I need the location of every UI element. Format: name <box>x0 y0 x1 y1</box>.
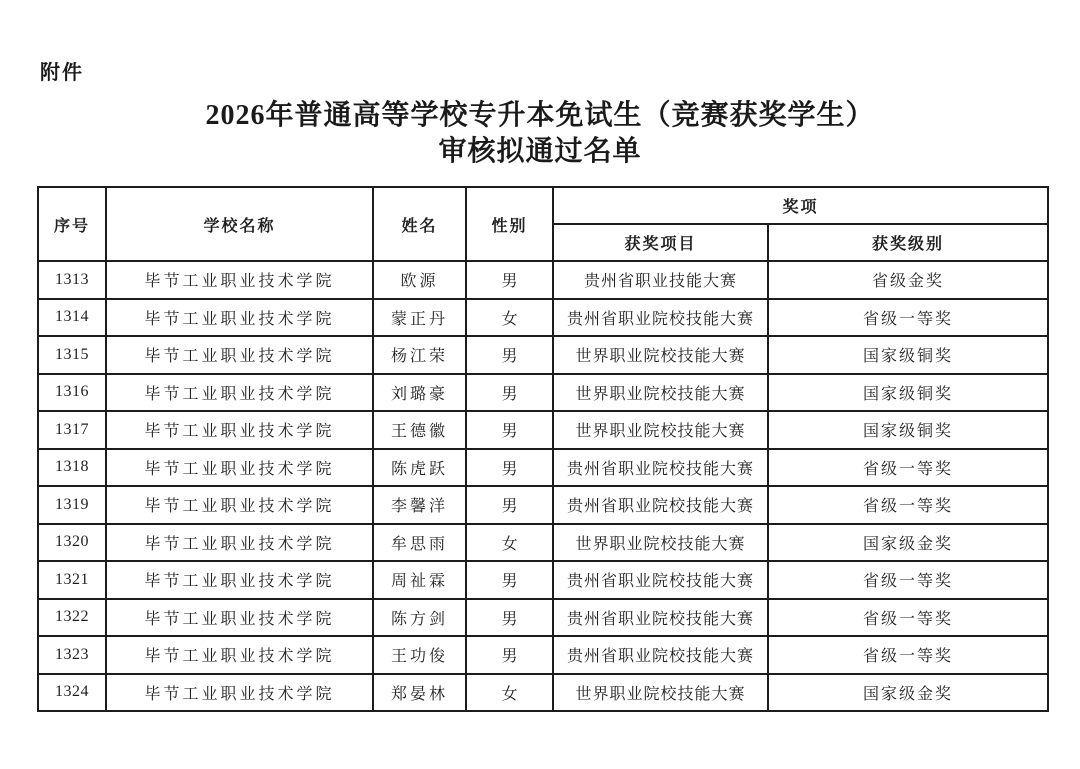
cell-student-name: 王功俊 <box>373 636 466 674</box>
header-gender: 性别 <box>466 187 553 261</box>
cell-student-name: 刘璐豪 <box>373 374 466 412</box>
cell-school-name: 毕节工业职业技术学院 <box>106 524 373 562</box>
cell-gender: 男 <box>466 449 553 487</box>
cell-award-project: 贵州省职业院校技能大赛 <box>553 599 768 637</box>
table-row <box>38 374 1048 412</box>
header-award-project: 获奖项目 <box>553 224 768 261</box>
cell-award-project: 贵州省职业技能大赛 <box>553 261 768 299</box>
cell-school-name: 毕节工业职业技术学院 <box>106 411 373 449</box>
cell-award-level: 国家级金奖 <box>768 524 1048 562</box>
cell-student-name: 李馨洋 <box>373 486 466 524</box>
cell-award-project: 世界职业院校技能大赛 <box>553 674 768 712</box>
cell-award-project: 贵州省职业院校技能大赛 <box>553 561 768 599</box>
cell-award-project: 世界职业院校技能大赛 <box>553 524 768 562</box>
table-row <box>38 336 1048 374</box>
document-title-line2: 审核拟通过名单 <box>438 136 642 167</box>
cell-award-level: 国家级金奖 <box>768 674 1048 712</box>
table-row <box>38 486 1048 524</box>
cell-student-name: 郑晏林 <box>373 674 466 712</box>
cell-school-name: 毕节工业职业技术学院 <box>106 599 373 637</box>
cell-gender: 女 <box>466 299 553 337</box>
cell-gender: 女 <box>466 674 553 712</box>
table-row <box>38 636 1048 674</box>
cell-award-project: 世界职业院校技能大赛 <box>553 411 768 449</box>
cell-student-name: 陈方剑 <box>373 599 466 637</box>
cell-index: 1313 <box>38 261 106 299</box>
cell-award-level: 省级一等奖 <box>768 486 1048 524</box>
cell-student-name: 王德徽 <box>373 411 466 449</box>
cell-award-level: 省级一等奖 <box>768 561 1048 599</box>
cell-award-level: 国家级铜奖 <box>768 336 1048 374</box>
cell-award-level: 国家级铜奖 <box>768 411 1048 449</box>
table-row <box>38 561 1048 599</box>
cell-school-name: 毕节工业职业技术学院 <box>106 374 373 412</box>
table-header <box>38 187 1048 261</box>
document-title-line1: 2026年普通高等学校专升本免试生（竞赛获奖学生） <box>205 100 875 131</box>
cell-gender: 男 <box>466 261 553 299</box>
cell-index: 1321 <box>38 561 106 599</box>
cell-award-project: 贵州省职业院校技能大赛 <box>553 449 768 487</box>
cell-gender: 男 <box>466 561 553 599</box>
cell-gender: 男 <box>466 411 553 449</box>
cell-index: 1320 <box>38 524 106 562</box>
cell-student-name: 牟思雨 <box>373 524 466 562</box>
cell-school-name: 毕节工业职业技术学院 <box>106 449 373 487</box>
roster-table <box>37 186 1049 712</box>
cell-index: 1318 <box>38 449 106 487</box>
cell-student-name: 杨江荣 <box>373 336 466 374</box>
table-row <box>38 261 1048 299</box>
cell-award-project: 贵州省职业院校技能大赛 <box>553 636 768 674</box>
table-row <box>38 524 1048 562</box>
cell-index: 1322 <box>38 599 106 637</box>
cell-school-name: 毕节工业职业技术学院 <box>106 561 373 599</box>
cell-index: 1315 <box>38 336 106 374</box>
cell-school-name: 毕节工业职业技术学院 <box>106 636 373 674</box>
cell-index: 1316 <box>38 374 106 412</box>
cell-award-project: 贵州省职业院校技能大赛 <box>553 486 768 524</box>
cell-gender: 女 <box>466 524 553 562</box>
table-row <box>38 674 1048 712</box>
table-row <box>38 599 1048 637</box>
header-index: 序号 <box>38 187 106 261</box>
cell-award-project: 世界职业院校技能大赛 <box>553 374 768 412</box>
cell-school-name: 毕节工业职业技术学院 <box>106 261 373 299</box>
cell-award-project: 贵州省职业院校技能大赛 <box>553 299 768 337</box>
cell-award-level: 省级一等奖 <box>768 636 1048 674</box>
cell-student-name: 欧源 <box>373 261 466 299</box>
attachment-label: 附件 <box>40 62 84 84</box>
table-row <box>38 411 1048 449</box>
cell-gender: 男 <box>466 636 553 674</box>
cell-student-name: 周祉霖 <box>373 561 466 599</box>
cell-school-name: 毕节工业职业技术学院 <box>106 486 373 524</box>
cell-award-level: 国家级铜奖 <box>768 374 1048 412</box>
header-name: 姓名 <box>373 187 466 261</box>
table-row <box>38 299 1048 337</box>
table-row <box>38 449 1048 487</box>
header-award-group: 奖项 <box>553 187 1048 224</box>
cell-gender: 男 <box>466 599 553 637</box>
cell-school-name: 毕节工业职业技术学院 <box>106 299 373 337</box>
cell-index: 1323 <box>38 636 106 674</box>
cell-index: 1324 <box>38 674 106 712</box>
cell-gender: 男 <box>466 374 553 412</box>
cell-index: 1317 <box>38 411 106 449</box>
cell-award-project: 世界职业院校技能大赛 <box>553 336 768 374</box>
cell-award-level: 省级一等奖 <box>768 299 1048 337</box>
document-title <box>0 98 1080 170</box>
header-row-1 <box>38 187 1048 224</box>
cell-school-name: 毕节工业职业技术学院 <box>106 336 373 374</box>
cell-award-level: 省级一等奖 <box>768 599 1048 637</box>
cell-gender: 男 <box>466 486 553 524</box>
cell-school-name: 毕节工业职业技术学院 <box>106 674 373 712</box>
table-body <box>38 261 1048 711</box>
cell-award-level: 省级一等奖 <box>768 449 1048 487</box>
cell-student-name: 陈虎跃 <box>373 449 466 487</box>
cell-award-level: 省级金奖 <box>768 261 1048 299</box>
cell-index: 1314 <box>38 299 106 337</box>
cell-student-name: 蒙正丹 <box>373 299 466 337</box>
cell-index: 1319 <box>38 486 106 524</box>
header-school: 学校名称 <box>106 187 373 261</box>
cell-gender: 男 <box>466 336 553 374</box>
header-award-level: 获奖级别 <box>768 224 1048 261</box>
